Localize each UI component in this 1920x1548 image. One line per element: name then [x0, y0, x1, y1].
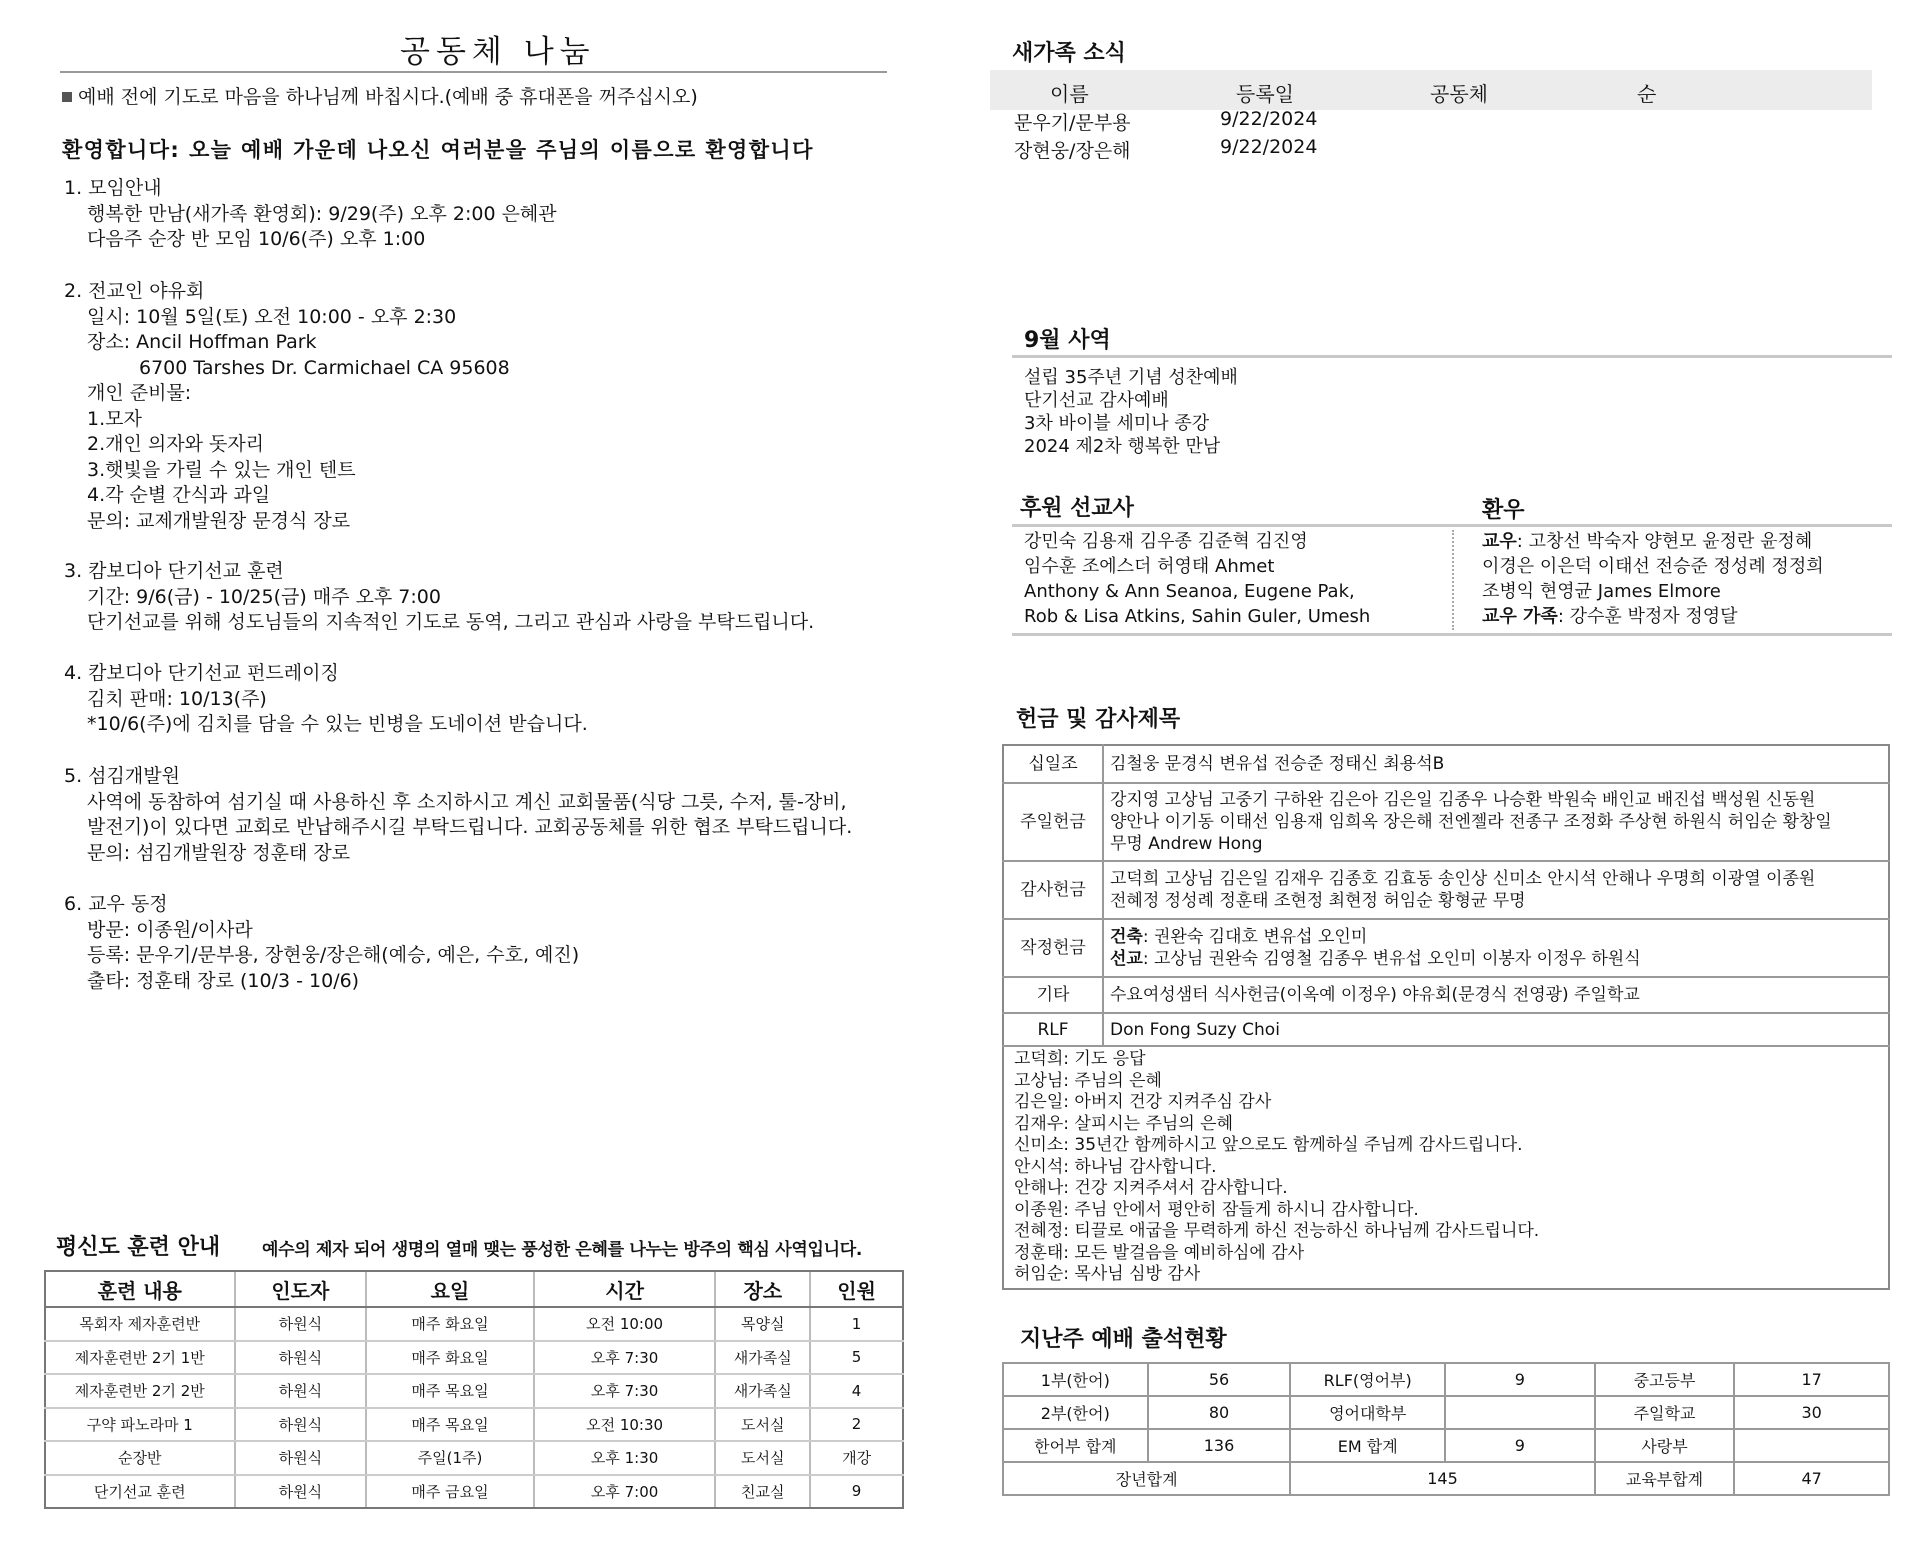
table-row: [45, 1341, 903, 1375]
table-row: [45, 1374, 903, 1408]
announcement-line: 2.개인 의자와 돗자리: [87, 433, 265, 455]
table-cell: [1734, 1429, 1889, 1462]
announcement-line: 단기선교를 위해 성도님들의 지속적인 기도로 동역, 그리고 관심과 사랑을 부탁드립니다.: [87, 611, 815, 633]
table-cell: 17: [1734, 1363, 1889, 1396]
table-row: [1003, 1363, 1889, 1396]
sick-line: [1482, 605, 1738, 628]
offering-line: 고덕희 고상님 김은일 김재우 김종호 김효동 송인상 신미소 안시석 안해나 우명희 이광열 이종원: [1110, 869, 1816, 889]
table-cell: 한어부 합계: [1003, 1429, 1148, 1462]
thanks-note: 고상님: 주님의 은혜: [1014, 1070, 1162, 1091]
table-cell: 오전 10:30: [534, 1408, 716, 1442]
table-cell: 하원식: [235, 1408, 367, 1442]
column-header: 인도자: [235, 1271, 367, 1307]
title-divider: [60, 71, 887, 73]
list-item: 설립 35주년 기념 성찬예배: [1024, 367, 1238, 388]
offering-label: 기타: [1003, 977, 1103, 1013]
announcement-line: 다음주 순장 반 모임 10/6(주) 오후 1:00: [87, 228, 426, 250]
table-cell: 오후 7:30: [534, 1341, 716, 1375]
announcement-heading: 3. 캄보디아 단기선교 훈련: [64, 560, 284, 582]
offering-category: 건축: [1110, 927, 1143, 947]
table-row: [45, 1307, 903, 1341]
thanks-note: 김은일: 아버지 건강 지켜주심 감사: [1014, 1092, 1272, 1112]
sick-line: [1482, 530, 1812, 553]
table-cell: 새가족실: [715, 1374, 810, 1408]
table-cell: 136: [1148, 1429, 1291, 1462]
column-header: 시간: [534, 1271, 716, 1307]
notice: [62, 82, 698, 109]
offering-line: 수요여성샘터 식사헌금(이옥예 이정우) 야유회(문경식 전영광) 주일학교: [1110, 985, 1640, 1005]
column-header: 요일: [366, 1271, 534, 1307]
offering-text: : 고상님 권완숙 김영철 김종우 변유섭 오인미 이봉자 이정우 하원식: [1142, 949, 1641, 969]
announcement-3: [64, 559, 814, 636]
new-family-title: 새가족 소식: [1012, 41, 1126, 66]
offering-label: 작정헌금: [1003, 919, 1103, 977]
announcement-line: *10/6(주)에 김치를 담을 수 있는 빈병을 도네이션 받습니다.: [87, 713, 588, 735]
list-item: 3차 바이블 세미나 종강: [1024, 413, 1210, 434]
table-cell: 친교실: [715, 1475, 810, 1509]
notice-text: 예배 전에 기도로 마음을 하나님께 바칩시다.(예배 중 휴대폰을 꺼주십시오): [78, 86, 698, 108]
table-cell: 80: [1148, 1396, 1291, 1429]
sick-names: : 강수훈 박정자 정영달: [1557, 606, 1738, 627]
table-header-row: [45, 1271, 903, 1307]
offering-names: [1103, 919, 1889, 977]
offering-names: [1103, 783, 1889, 861]
offering-line: [1110, 926, 1882, 948]
table-row: [45, 1475, 903, 1509]
table-cell: 개강: [810, 1441, 903, 1475]
sick-line: 이경은 이은덕 이태선 전승준 정성례 정정희: [1482, 556, 1824, 577]
thanks-note: 이종원: 주님 안에서 평안히 잠들게 하시니 감사합니다.: [1014, 1199, 1419, 1220]
table-row: [1003, 977, 1889, 1013]
column-header: 훈련 내용: [45, 1271, 235, 1307]
sick-label: 교우 가족: [1482, 606, 1558, 627]
table-cell: 매주 화요일: [366, 1341, 534, 1375]
announcement-line: 일시: 10월 5일(토) 오전 10:00 - 오후 2:30: [87, 305, 457, 328]
thanks-note: 고덕희: 기도 응답: [1014, 1049, 1146, 1069]
table-row: [45, 1408, 903, 1442]
thanks-note: 안해나: 건강 지켜주셔서 감사합니다.: [1014, 1178, 1288, 1198]
announcement-line: 김치 판매: 10/13(주): [87, 687, 267, 710]
training-subtitle: 예수의 제자 되어 생명의 열매 맺는 풍성한 은혜를 나누는 방주의 핵심 사역입니다.: [262, 1240, 862, 1260]
square-bullet-icon: [62, 92, 72, 102]
offering-names: [1103, 861, 1889, 919]
sick-names: : 고창선 박숙자 양현모 윤정란 윤정혜: [1516, 531, 1813, 552]
new-family-name: 장현웅/장은해: [1014, 140, 1131, 162]
table-cell: 1부(한어): [1003, 1363, 1148, 1396]
announcement-line: 문의: 교제개발원장 문경식 장로: [87, 509, 351, 532]
announcement-line: 행복한 만남(새가족 환영회): 9/29(주) 오후 2:00 은혜관: [87, 202, 557, 225]
table-cell: 새가족실: [715, 1341, 810, 1375]
announcement-line: 4.각 순별 간식과 과일: [87, 484, 271, 506]
offering-line: Don Fong Suzy Choi: [1110, 1019, 1280, 1040]
table-cell: 매주 목요일: [366, 1374, 534, 1408]
thanks-notes: [1003, 1046, 1889, 1289]
column-header: 순: [1637, 82, 1657, 106]
thanks-note: 김재우: 살피시는 주님의 은혜: [1014, 1113, 1234, 1134]
offering-label: 감사헌금: [1003, 861, 1103, 919]
thanks-note: 허임순: 목사님 심방 감사: [1014, 1264, 1201, 1284]
table-cell: 매주 화요일: [366, 1307, 534, 1341]
missionaries-title: 후원 선교사: [1020, 496, 1134, 521]
welcome-message: 환영합니다: 오늘 예배 가운데 나오신 여러분을 주님의 이름으로 환영합니다: [62, 138, 814, 162]
announcement-line: 발전기)이 있다면 교회로 반납해주시길 부탁드립니다. 교회공동체를 위한 협조 부탁드립니다.: [87, 816, 853, 838]
table-cell: 9: [1445, 1429, 1595, 1462]
announcement-line: 3.햇빛을 가릴 수 있는 개인 텐트: [87, 458, 356, 481]
missionary-line: Anthony & Ann Seanoa, Eugene Pak,: [1024, 581, 1355, 602]
offering-line: [1110, 948, 1882, 970]
new-family-date: 9/22/2024: [1220, 136, 1318, 158]
announcement-line: 1.모자: [87, 407, 142, 430]
table-cell: 도서실: [715, 1441, 810, 1475]
announcement-line: 등록: 문우기/문부용, 장현웅/장은해(예승, 예은, 수호, 예진): [87, 944, 580, 966]
list-item: 2024 제2차 행복한 만남: [1024, 436, 1221, 457]
announcement-line: 사역에 동참하여 섬기실 때 사용하신 후 소지하시고 계신 교회물품(식당 그릇, 수저, 툴-장비,: [87, 790, 847, 813]
offering-label: 십일조: [1003, 745, 1103, 783]
announcement-line: 출타: 정훈태 장로 (10/3 - 10/6): [87, 969, 360, 992]
offerings-table: [1002, 744, 1890, 1290]
table-cell: EM 합계: [1290, 1429, 1445, 1462]
list-item: 단기선교 감사예배: [1024, 390, 1169, 411]
table-cell: 장년합계: [1003, 1462, 1290, 1495]
table-cell: 교육부합계: [1595, 1462, 1735, 1495]
table-row: [1003, 919, 1889, 977]
announcement-heading: 2. 전교인 야유회: [64, 280, 205, 302]
table-cell: 매주 목요일: [366, 1408, 534, 1442]
table-cell: 하원식: [235, 1341, 367, 1375]
offering-names: [1103, 745, 1889, 783]
offering-line: 김철웅 문경식 변유섭 전승준 정태신 최용석B: [1110, 754, 1445, 774]
column-header: 등록일: [1236, 82, 1294, 106]
table-cell: 하원식: [235, 1307, 367, 1341]
announcement-line: 개인 준비물:: [87, 382, 192, 404]
table-cell: 오전 10:00: [534, 1307, 716, 1341]
table-cell: 9: [1445, 1363, 1595, 1396]
announcement-heading: 6. 교우 동정: [64, 893, 168, 915]
announcement-line: 방문: 이종원/이사라: [87, 918, 253, 941]
table-cell: 주일(1주): [366, 1441, 534, 1475]
table-row: [1003, 1013, 1889, 1046]
table-cell: 목양실: [715, 1307, 810, 1341]
table-cell: 하원식: [235, 1374, 367, 1408]
table-cell: 제자훈련반 2기 1반: [45, 1341, 235, 1375]
table-cell: 하원식: [235, 1475, 367, 1509]
offering-text: : 권완숙 김대호 변유섭 오인미: [1142, 927, 1368, 947]
column-header: 장소: [715, 1271, 810, 1307]
attendance-title: 지난주 예배 출석현황: [1020, 1327, 1227, 1352]
column-header: 공동체: [1430, 82, 1488, 106]
table-cell: 2부(한어): [1003, 1396, 1148, 1429]
new-family-date: 9/22/2024: [1220, 108, 1318, 130]
section-divider: [1012, 524, 1892, 527]
table-cell: 단기선교 훈련: [45, 1475, 235, 1509]
table-row: [1003, 745, 1889, 783]
september-ministry-title: 9월 사역: [1024, 328, 1111, 353]
table-cell: 1: [810, 1307, 903, 1341]
table-cell: 145: [1290, 1462, 1594, 1495]
thanks-note: 전혜정: 티끌로 애굽을 무력하게 하신 전능하신 하나님께 감사드립니다.: [1014, 1221, 1540, 1241]
table-cell: 매주 금요일: [366, 1475, 534, 1509]
table-cell: 4: [810, 1374, 903, 1408]
page-title: 공동체 나눔: [400, 34, 596, 70]
table-cell: 오후 7:30: [534, 1374, 716, 1408]
table-cell: 목회자 제자훈련반: [45, 1307, 235, 1341]
table-cell: 오후 7:00: [534, 1475, 716, 1509]
table-row: [1003, 861, 1889, 919]
announcement-line: 기간: 9/6(금) - 10/25(금) 매주 오후 7:00: [87, 585, 441, 608]
announcement-1: [64, 176, 557, 253]
table-cell: 9: [810, 1475, 903, 1509]
offering-line: 전혜정 정성례 정훈태 조현정 최현정 허임순 황형균 무명: [1110, 891, 1526, 911]
column-header: 이름: [1050, 82, 1089, 106]
offering-names: [1103, 977, 1889, 1013]
announcement-heading: 4. 캄보디아 단기선교 펀드레이징: [64, 662, 339, 684]
thanks-note: 신미소: 35년간 함께하시고 앞으로도 함께하실 주님께 감사드립니다.: [1014, 1135, 1523, 1155]
announcement-6: [64, 892, 579, 994]
new-family-name: 문우기/문부용: [1014, 112, 1131, 134]
offerings-title: 헌금 및 감사제목: [1016, 707, 1181, 732]
table-cell: 오후 1:30: [534, 1441, 716, 1475]
table-cell: 하원식: [235, 1441, 367, 1475]
table-cell: RLF(영어부): [1290, 1363, 1445, 1396]
announcement-5: [64, 764, 852, 866]
offering-line: 강지영 고상님 고중기 구하완 김은아 김은일 김종우 나승환 박원숙 배인교 배진섭 백성원 신동원: [1110, 790, 1816, 810]
training-title: 평신도 훈련 안내: [56, 1235, 221, 1260]
announcement-line: 6700 Tarshes Dr. Carmichael CA 95608: [139, 356, 510, 379]
table-cell: 구약 파노라마 1: [45, 1408, 235, 1442]
table-row: [1003, 1462, 1889, 1495]
section-divider: [1012, 355, 1892, 358]
column-header: 인원: [810, 1271, 903, 1307]
column-divider: [1452, 530, 1454, 630]
sick-line: 조병익 현영균 James Elmore: [1482, 581, 1721, 602]
table-cell: 제자훈련반 2기 2반: [45, 1374, 235, 1408]
offering-line: 무명 Andrew Hong: [1110, 834, 1263, 854]
thanks-note: 안시석: 하나님 감사합니다.: [1014, 1156, 1217, 1177]
table-cell: 순장반: [45, 1441, 235, 1475]
offering-names: [1103, 1013, 1889, 1046]
section-divider: [1012, 633, 1892, 636]
table-cell: 56: [1148, 1363, 1291, 1396]
sick-list-title: 환우: [1482, 498, 1525, 523]
announcement-line: 문의: 섬김개발원장 정훈태 장로: [87, 841, 351, 864]
table-cell: [1445, 1396, 1595, 1429]
table-row: [1003, 1396, 1889, 1429]
table-cell: 2: [810, 1408, 903, 1442]
sick-label: 교우: [1482, 531, 1517, 552]
training-table: [44, 1270, 904, 1509]
table-row: [1003, 783, 1889, 861]
announcement-heading: 5. 섬김개발원: [64, 765, 180, 787]
missionary-line: 강민숙 김용재 김우종 김준혁 김진영: [1024, 531, 1308, 552]
missionary-line: 임수훈 조에스더 허영태 Ahmet: [1024, 556, 1275, 577]
table-row: [1003, 1429, 1889, 1462]
announcement-heading: 1. 모임안내: [64, 177, 162, 199]
announcement-line: 장소: Ancil Hoffman Park: [87, 331, 317, 353]
table-cell: 5: [810, 1341, 903, 1375]
table-row: [45, 1441, 903, 1475]
offering-category: 선교: [1110, 949, 1143, 969]
announcement-4: [64, 661, 588, 738]
table-cell: 도서실: [715, 1408, 810, 1442]
offering-label: RLF: [1003, 1013, 1103, 1046]
table-cell: 47: [1734, 1462, 1889, 1495]
offering-label: 주일헌금: [1003, 783, 1103, 861]
table-cell: 30: [1734, 1396, 1889, 1429]
thanks-notes-row: [1003, 1046, 1889, 1289]
table-cell: 사랑부: [1595, 1429, 1735, 1462]
offering-line: 양안나 이기동 이태선 임용재 임희옥 장은해 전엔젤라 전종구 조정화 주상현 하원식 허임순 황창일: [1110, 812, 1832, 832]
table-cell: 영어대학부: [1290, 1396, 1445, 1429]
thanks-note: 정훈태: 모든 발걸음을 예비하심에 감사: [1014, 1242, 1305, 1263]
missionary-line: Rob & Lisa Atkins, Sahin Guler, Umesh: [1024, 606, 1371, 627]
table-cell: 주일학교: [1595, 1396, 1735, 1429]
attendance-table: [1002, 1362, 1890, 1496]
table-cell: 중고등부: [1595, 1363, 1735, 1396]
announcement-2: [64, 279, 510, 534]
